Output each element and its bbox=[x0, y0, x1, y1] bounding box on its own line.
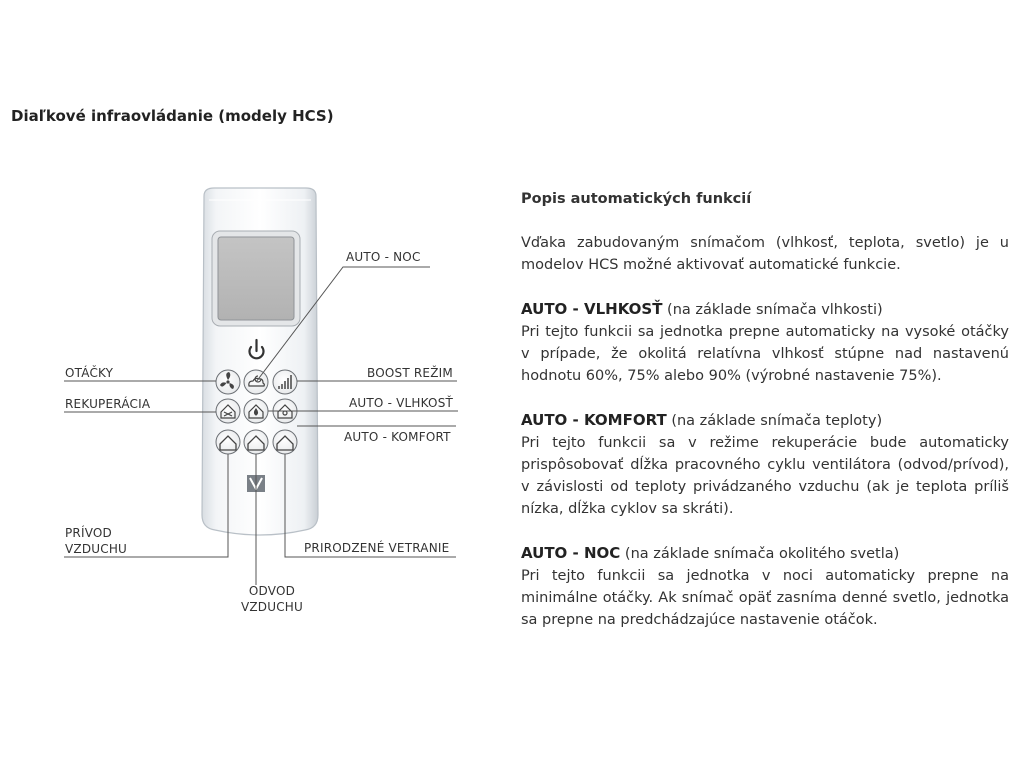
supply-button bbox=[216, 430, 240, 454]
section-body: Pri tejto funkcii sa v režime rekuperácie bude automaticky prispôsobovať dĺžka pracovného cyklu ventilátora (odvod/prívod), v závislosti od teploty privádzaného vzduchu (ak je teplota príliš nízka, dĺžka cyklov sa skráti). bbox=[521, 435, 1009, 517]
boost-button bbox=[273, 370, 297, 394]
humidity-button bbox=[244, 399, 268, 423]
label-auto-komfort: AUTO - KOMFORT bbox=[344, 430, 451, 444]
fan-button bbox=[216, 370, 240, 394]
section-note: (na základe snímača teploty) bbox=[666, 413, 883, 429]
lcd-display bbox=[212, 231, 300, 326]
description-intro: Vďaka zabudovaným snímačom (vlhkosť, teplota, svetlo) je u modelov HCS možné aktivovať automatické funkcie. bbox=[521, 235, 1009, 273]
page-heading: Diaľkové infraovládanie (modely HCS) bbox=[11, 107, 334, 125]
section-head: AUTO - KOMFORT bbox=[521, 411, 667, 429]
section-auto-komfort bbox=[521, 409, 1009, 520]
section-note: (na základe snímača vlhkosti) bbox=[662, 302, 883, 318]
label-auto-vlhkost: AUTO - VLHKOSŤ bbox=[349, 396, 454, 410]
recovery-button bbox=[216, 399, 240, 423]
label-privod: PRÍVOD VZDUCHU bbox=[65, 526, 128, 556]
label-prirodzene: PRIRODZENÉ VETRANIE bbox=[304, 541, 450, 555]
section-auto-vlhkost bbox=[521, 298, 1009, 387]
description-title: Popis automatických funkcií bbox=[521, 191, 752, 207]
exhaust-button bbox=[244, 430, 268, 454]
label-boost: BOOST REŽIM bbox=[367, 366, 453, 380]
label-rekuperacia: REKUPERÁCIA bbox=[65, 397, 151, 411]
section-head: AUTO - NOC bbox=[521, 544, 621, 562]
label-odvod: ODVOD VZDUCHU bbox=[240, 584, 304, 614]
section-body: Pri tejto funkcii sa jednotka v noci automaticky prepne na minimálne otáčky. Ak snímač opäť zasníma denné svetlo, jednotka sa prepne na predchádzajúce nastavenie otáčok. bbox=[521, 568, 1009, 628]
section-auto-noc bbox=[521, 542, 1009, 631]
description-column bbox=[521, 188, 1009, 653]
section-body: Pri tejto funkcii sa jednotka prepne automaticky na vysoké otáčky v prípade, že okolitá relatívna vlhkosť stúpne nad nastavenú hodnotu 60%, 75% alebo 90% (výrobné nastavenie 75%). bbox=[521, 324, 1009, 384]
natural-button bbox=[273, 430, 297, 454]
label-auto-noc: AUTO - NOC bbox=[346, 250, 421, 264]
section-head: AUTO - VLHKOSŤ bbox=[521, 300, 663, 318]
section-note: (na základe snímača okolitého svetla) bbox=[620, 546, 900, 562]
label-otacky: OTÁČKY bbox=[65, 366, 114, 380]
